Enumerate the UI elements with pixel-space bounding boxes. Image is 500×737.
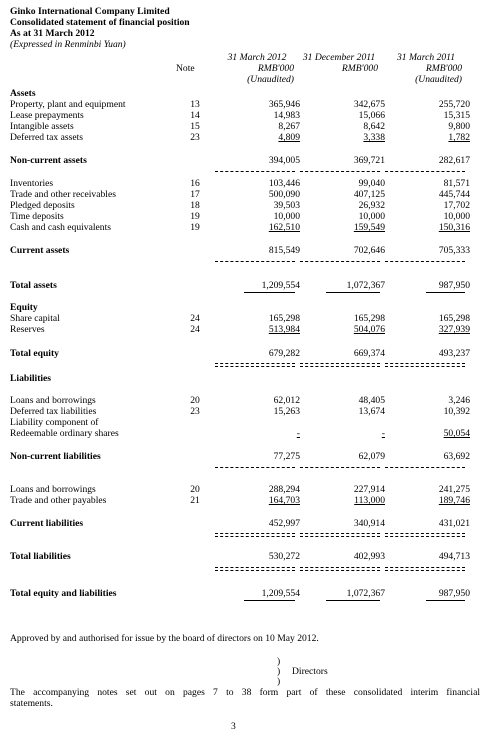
row-label: Lease prepayments [10,110,84,121]
row-label: Liability component of [10,417,99,428]
table-row [10,313,480,324]
subtotal-row [10,245,480,256]
col1-header-date: 31 March 2012 [227,52,287,63]
col3-header-date: 31 March 2011 [396,52,456,63]
row-label: Total equity [10,348,59,359]
divider [385,363,465,364]
row-value-col3: 1,782 [448,132,470,143]
table-row [10,495,480,506]
row-note: 17 [190,189,200,200]
row-label: Loans and borrowings [10,484,96,495]
row-value-col1: 394,005 [268,155,300,166]
divider [215,467,295,468]
row-note: 14 [190,110,200,121]
row-value-col3: 705,333 [438,245,470,256]
row-value-col3: 445,744 [438,189,470,200]
row-value-col2: 402,993 [353,551,385,562]
divider [300,261,380,262]
page-number: 3 [231,721,236,732]
signature-bracket: ) [277,666,281,677]
divider [426,600,465,601]
divider [215,366,295,367]
row-value-col1: - [296,428,300,439]
row-value-col3: 63,692 [443,451,470,462]
row-value-col1: 4,809 [278,132,300,143]
table-row [10,178,480,189]
row-label: Pledged deposits [10,200,75,211]
section-equity: Equity [10,302,38,313]
row-value-col3: 150,316 [438,222,470,233]
note-column-header: Note [176,63,195,74]
divider [385,261,465,262]
signature-bracket: ) [277,676,281,687]
row-value-col3: 15,315 [443,110,470,121]
row-value-col1: 530,272 [268,551,300,562]
statement-title: Consolidated statement of financial position [10,17,190,28]
row-value-col3: 189,746 [438,495,470,506]
table-row [10,484,480,495]
row-value-col2: 1,072,367 [346,588,385,599]
row-note: 18 [190,200,200,211]
row-note: 24 [190,313,200,324]
subtotal-row [10,551,480,562]
row-label: Loans and borrowings [10,395,96,406]
row-value-col1: 39,503 [273,200,300,211]
row-value-col1: 14,983 [273,110,300,121]
row-label: Share capital [10,313,60,324]
section-liabilities: Liabilities [10,373,52,384]
row-label: Property, plant and equipment [10,99,126,110]
row-label: Inventories [10,178,54,189]
row-value-col3: 165,298 [438,313,470,324]
table-row [10,222,480,233]
row-note: 24 [190,324,200,335]
table-row [10,132,480,143]
total-row [10,588,480,599]
table-row [10,189,480,200]
row-value-col2: 62,079 [358,451,385,462]
row-value-col2: 165,298 [353,313,385,324]
row-label: Deferred tax liabilities [10,406,97,417]
row-label: Trade and other receivables [10,189,116,200]
col2-header-unit: RMB'000 [341,63,378,74]
row-label: Intangible assets [10,121,74,132]
row-value-col1: 1,209,554 [261,588,300,599]
row-label: Non-current liabilities [10,451,101,462]
row-note: 21 [190,495,200,506]
row-label: Time deposits [10,211,64,222]
row-value-col2: 48,405 [358,395,385,406]
row-value-col2: 342,675 [353,99,385,110]
subtotal-row [10,348,480,359]
row-value-col2: 113,000 [354,495,385,506]
row-value-col3: 327,939 [438,324,470,335]
row-value-col1: 513,984 [268,324,300,335]
divider [215,261,295,262]
row-value-col2: 13,674 [358,406,385,417]
divider [300,467,380,468]
divider [215,570,295,571]
row-value-col1: 815,549 [268,245,300,256]
row-value-col3: 3,246 [448,395,470,406]
divider [385,467,465,468]
row-value-col3: 81,571 [443,178,470,189]
row-value-col1: 15,263 [273,406,300,417]
divider [300,366,380,367]
col1-header-audit: (Unaudited) [247,74,294,85]
row-value-col2: 3,338 [363,132,385,143]
row-value-col2: 26,932 [358,200,385,211]
row-value-col3: 987,950 [438,588,470,599]
divider [215,567,295,568]
row-value-col2: 8,642 [363,121,385,132]
col2-header-date: 31 December 2011 [302,52,376,63]
table-row [10,200,480,211]
divider [300,363,380,364]
row-value-col1: 365,946 [268,99,300,110]
divider [215,363,295,364]
row-value-col2: 369,721 [353,155,385,166]
row-value-col2: 159,549 [353,222,385,233]
table-row [10,428,480,439]
divider [385,570,465,571]
row-value-col2: 407,125 [353,189,385,200]
divider [326,292,380,293]
row-label: Current liabilities [10,518,84,529]
subtotal-row [10,518,480,529]
row-note: 19 [190,222,200,233]
row-value-col2: 504,076 [353,324,385,335]
row-note: 13 [190,99,200,110]
table-row [10,406,480,417]
accompanying-notes: The accompanying notes set out on pages 7 to 38 form part of these consolidated interim financial [10,687,480,698]
approval-statement: Approved by and authorised for issue by the board of directors on 10 May 2012. [10,633,319,644]
row-note: 20 [190,395,200,406]
divider [300,171,380,172]
row-value-col1: 8,267 [278,121,300,132]
row-value-col1: 164,703 [268,495,300,506]
row-note: 19 [190,211,200,222]
row-value-col1: 679,282 [268,348,300,359]
section-assets: Assets [10,88,36,99]
subtotal-row [10,451,480,462]
row-label: Total liabilities [10,551,71,562]
row-value-col2: 1,072,367 [346,280,385,291]
row-value-col3: 50,054 [443,428,470,439]
row-value-col1: 103,446 [268,178,300,189]
divider [300,536,380,537]
row-value-col1: 452,997 [268,518,300,529]
statement-date: As at 31 March 2012 [10,28,95,39]
row-value-col2: 669,374 [353,348,385,359]
divider [385,366,465,367]
row-value-col1: 162,510 [268,222,300,233]
row-value-col1: 288,294 [268,484,300,495]
row-value-col2: 99,040 [358,178,385,189]
row-value-col1: 500,090 [268,189,300,200]
row-value-col3: 10,392 [443,406,470,417]
row-value-col2: - [381,428,385,439]
currency-note: (Expressed in Renminbi Yuan) [10,39,126,50]
row-note: 23 [190,132,200,143]
table-row [10,211,480,222]
row-note: 16 [190,178,200,189]
col3-header-unit: RMB'000 [425,63,462,74]
divider [385,567,465,568]
row-label: Non-current assets [10,155,87,166]
row-label: Deferred tax assets [10,132,83,143]
divider [385,536,465,537]
row-value-col3: 431,021 [438,518,470,529]
subtotal-row [10,155,480,166]
row-value-col2: 702,646 [353,245,385,256]
table-row [10,121,480,132]
row-value-col3: 241,275 [438,484,470,495]
row-label: Current assets [10,245,70,256]
row-label: Redeemable ordinary shares [10,428,119,439]
row-value-col3: 10,000 [443,211,470,222]
signature-bracket: ) [277,656,281,667]
row-value-col3: 9,800 [448,121,470,132]
divider [300,567,380,568]
divider [300,570,380,571]
row-value-col1: 62,012 [273,395,300,406]
row-value-col2: 227,914 [353,484,385,495]
table-row [10,417,480,428]
row-value-col3: 255,720 [438,99,470,110]
row-value-col3: 282,617 [438,155,470,166]
col1-header-unit: RMB'000 [257,63,294,74]
total-row [10,280,480,291]
divider [244,600,295,601]
divider [426,292,465,293]
divider [215,171,295,172]
row-value-col2: 340,914 [353,518,385,529]
row-label: Trade and other payables [10,495,107,506]
row-value-col3: 17,702 [443,200,470,211]
row-value-col1: 10,000 [273,211,300,222]
table-row [10,110,480,121]
accompanying-notes-cont: statements. [10,698,53,709]
divider [385,171,465,172]
divider [215,533,295,534]
directors-label: Directors [292,666,328,677]
row-value-col3: 987,950 [438,280,470,291]
row-note: 20 [190,484,200,495]
divider [300,533,380,534]
row-value-col1: 77,275 [273,451,300,462]
table-row [10,99,480,110]
company-name: Ginko International Company Limited [10,6,170,17]
row-value-col2: 15,066 [358,110,385,121]
divider [326,600,380,601]
row-value-col3: 493,237 [438,348,470,359]
table-row [10,324,480,335]
row-value-col2: 10,000 [358,211,385,222]
row-label: Total equity and liabilities [10,588,117,599]
row-value-col3: 494,713 [438,551,470,562]
row-note: 15 [190,121,200,132]
row-label: Total assets [10,280,57,291]
divider [244,292,295,293]
col3-header-audit: (Unaudited) [415,74,462,85]
row-note: 23 [190,406,200,417]
row-label: Reserves [10,324,45,335]
divider [385,533,465,534]
table-row [10,395,480,406]
row-value-col1: 165,298 [268,313,300,324]
divider [215,536,295,537]
row-label: Cash and cash equivalents [10,222,111,233]
row-value-col1: 1,209,554 [261,280,300,291]
